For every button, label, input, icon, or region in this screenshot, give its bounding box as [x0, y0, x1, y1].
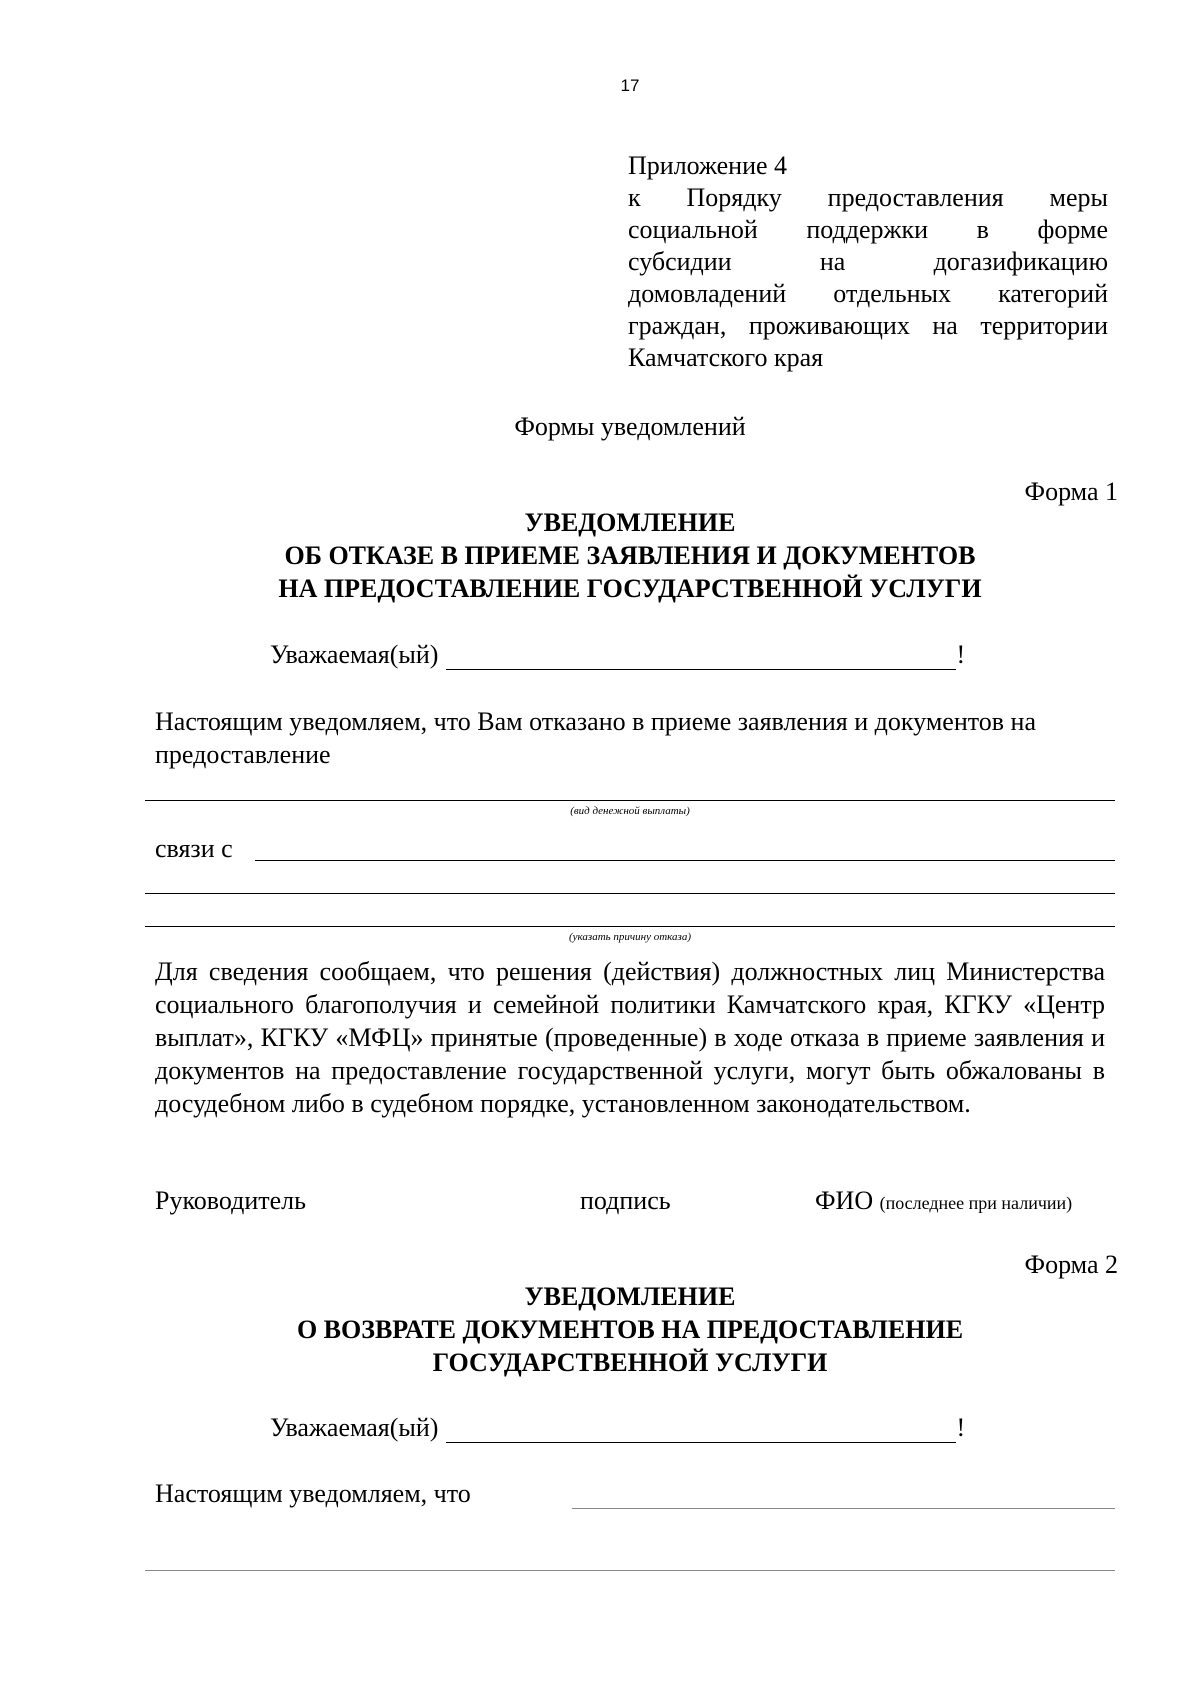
- recipient-name-field[interactable]: [446, 645, 956, 670]
- form1-heading: [0, 506, 1200, 605]
- appendix-title: Приложение 4: [628, 151, 788, 180]
- appendix-line: субсидии на догазификацию: [628, 247, 1108, 276]
- form2-heading-line: ГОСУДАРСТВЕННОЙ УСЛУГИ: [432, 1348, 828, 1377]
- appendix-line: социальной поддержки в форме: [628, 215, 1108, 244]
- appendix-line: Камчатского края: [628, 343, 824, 372]
- reason-hint: (указать причину отказа): [568, 931, 691, 943]
- payment-type-hint: (вид денежной выплаты): [570, 805, 690, 817]
- appendix-line: граждан, проживающих на территории: [628, 311, 1108, 340]
- fio-note: (последнее при наличии): [879, 1193, 1073, 1213]
- form1-heading-line: УВЕДОМЛЕНИЕ: [524, 508, 736, 537]
- form2-heading-line: О ВОЗВРАТЕ ДОКУМЕНТОВ НА ПРЕДОСТАВЛЕНИЕ: [296, 1315, 964, 1344]
- reason-line-2[interactable]: [145, 893, 1115, 894]
- form1-salutation: [270, 640, 965, 670]
- recipient-name-field[interactable]: [446, 1418, 956, 1443]
- appendix-line: к Порядку предоставления меры: [628, 183, 1108, 212]
- form1-appeal-text: Для сведения сообщаем, что решения (действия) должностных лиц Министерства социального благополучия и семейной политики Камчатского края, КГКУ «Центр выплат», КГКУ «МФЦ» принятые (проведенные) в ходе отказа в приеме заявления и документов на предоставление государственной услуги, могут быть обжалованы в досудебном либо в судебном порядке, установленном законодательством.: [155, 957, 1105, 1118]
- form2-heading: [0, 1280, 1200, 1379]
- payment-type-line[interactable]: [145, 800, 1115, 801]
- salutation-label: Уважаемая(ый): [270, 640, 439, 669]
- form2-heading-line: УВЕДОМЛЕНИЕ: [524, 1282, 736, 1311]
- form2-salutation: [270, 1413, 965, 1443]
- appendix-line: домовладений отдельных категорий: [628, 279, 1108, 308]
- fio-block: [815, 1186, 1072, 1216]
- reason-line-1[interactable]: [255, 860, 1115, 861]
- fio-label: ФИО: [815, 1186, 874, 1215]
- salutation-exclamation: !: [956, 640, 966, 669]
- connection-label: связи с: [155, 834, 233, 863]
- form2-label: Форма 2: [1024, 1250, 1118, 1279]
- appendix-reference: [628, 150, 1108, 374]
- signer-label: Руководитель: [155, 1186, 306, 1215]
- form2-notice-line-2[interactable]: [145, 1570, 1115, 1571]
- form1-notice: Настоящим уведомляем, что Вам отказано в приеме заявления и документов на предоставление: [155, 707, 1036, 769]
- salutation-exclamation: !: [956, 1413, 966, 1442]
- reason-line-3[interactable]: [145, 926, 1115, 927]
- form1-heading-line: ОБ ОТКАЗЕ В ПРИЕМЕ ЗАЯВЛЕНИЯ И ДОКУМЕНТОВ: [284, 541, 976, 570]
- form1-label: Форма 1: [1024, 477, 1118, 506]
- page-number: 17: [620, 76, 640, 95]
- form2-notice-line[interactable]: [572, 1508, 1115, 1509]
- signature-label: подпись: [580, 1186, 671, 1215]
- salutation-label: Уважаемая(ый): [270, 1413, 439, 1442]
- forms-title: Формы уведомлений: [514, 412, 746, 441]
- form1-heading-line: НА ПРЕДОСТАВЛЕНИЕ ГОСУДАРСТВЕННОЙ УСЛУГИ: [278, 574, 982, 603]
- form2-notice: Настоящим уведомляем, что: [155, 1479, 471, 1508]
